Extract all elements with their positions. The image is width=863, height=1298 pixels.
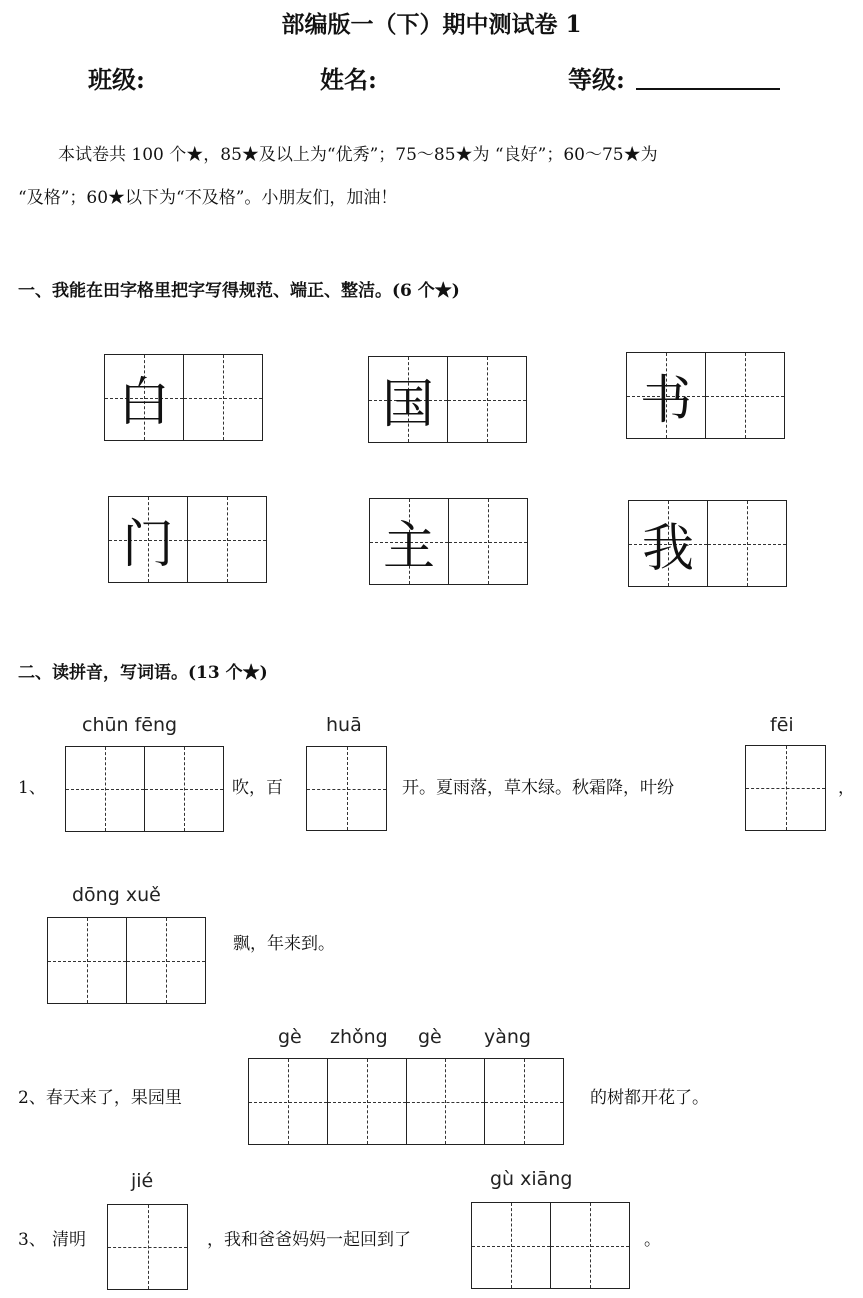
pinyin-jie: jié (131, 1170, 154, 1192)
model-character: 书 (639, 371, 692, 431)
writing-cell[interactable] (406, 1059, 485, 1144)
question-3-number: 3、 (18, 1230, 46, 1250)
answer-grid-fei[interactable] (745, 745, 826, 831)
answer-grid-hua[interactable] (306, 746, 387, 831)
pinyin-ge-2: gè (418, 1026, 442, 1048)
writing-cell[interactable] (448, 499, 527, 584)
model-character: 我 (641, 519, 694, 579)
grade-blank-line[interactable] (636, 88, 780, 90)
practice-grid-shu[interactable] (626, 352, 785, 439)
practice-grid-wo[interactable] (628, 500, 787, 587)
writing-cell[interactable] (108, 1205, 187, 1289)
q1-text-a: 吹，百 (232, 778, 283, 798)
practice-grid-men[interactable] (108, 496, 267, 583)
writing-cell[interactable] (707, 501, 786, 586)
writing-cell[interactable] (484, 1059, 563, 1144)
section2-heading: 二、读拼音，写词语。(13 个★) (18, 663, 268, 683)
answer-grid-gezhonggeyang[interactable] (248, 1058, 564, 1145)
q2-text-a: 2、春天来了，果园里 (18, 1088, 182, 1108)
practice-grid-bai[interactable] (104, 354, 263, 441)
pinyin-chunfeng: chūn fēng (82, 714, 178, 736)
model-character: 主 (382, 517, 435, 577)
writing-cell[interactable] (705, 353, 784, 438)
practice-grid-zhu[interactable] (369, 498, 528, 585)
writing-cell[interactable] (249, 1059, 327, 1144)
writing-cell[interactable] (550, 1203, 629, 1288)
model-character: 门 (121, 515, 174, 575)
writing-cell[interactable] (187, 497, 266, 582)
writing-cell[interactable] (746, 746, 825, 830)
writing-cell[interactable] (447, 357, 526, 442)
pinyin-yang: yàng (484, 1026, 531, 1048)
answer-grid-guxiang[interactable] (471, 1202, 630, 1289)
pinyin-fei: fēi (770, 714, 794, 736)
answer-grid-jie[interactable] (107, 1204, 188, 1290)
model-character: 白 (117, 373, 170, 433)
pinyin-guxiang: gù xiāng (490, 1168, 573, 1190)
page-title: 部编版一（下）期中测试卷 1 (281, 11, 582, 38)
class-label: 班级: (88, 65, 145, 94)
model-character: 国 (381, 375, 434, 435)
writing-cell[interactable] (307, 747, 386, 830)
q3-text-b: ，我和爸爸妈妈一起回到了 (207, 1230, 411, 1250)
grade-label: 等级: (568, 65, 625, 94)
writing-cell[interactable] (144, 747, 223, 831)
writing-cell[interactable] (472, 1203, 550, 1288)
writing-cell[interactable] (48, 918, 126, 1003)
pinyin-ge-1: gè (278, 1026, 302, 1048)
pinyin-zhong: zhǒng (330, 1026, 388, 1048)
section1-heading: 一、我能在田字格里把字写得规范、端正、整洁。(6 个★) (18, 281, 460, 301)
answer-grid-chunfeng[interactable] (65, 746, 224, 832)
q1-text-c: ， (838, 778, 855, 798)
name-label: 姓名: (320, 65, 377, 94)
intro-line-1: 本试卷共 100 个★，85★及以上为“优秀”；75～85★为 “良好”；60～75★为 (58, 145, 658, 165)
writing-cell[interactable] (327, 1059, 406, 1144)
q1-text-b: 开。夏雨落，草木绿。秋霜降，叶纷 (402, 778, 674, 798)
q2-text-b: 的树都开花了。 (590, 1088, 709, 1108)
q3-text-c: 。 (644, 1230, 661, 1250)
practice-grid-guo[interactable] (368, 356, 527, 443)
q1-text-d: 飘，年来到。 (233, 934, 335, 954)
intro-line-2: “及格”；60★以下为“不及格”。小朋友们，加油！ (18, 188, 398, 208)
writing-cell[interactable] (66, 747, 144, 831)
pinyin-hua: huā (326, 714, 362, 736)
q3-text-a: 清明 (52, 1230, 86, 1250)
pinyin-dongxue: dōng xuě (72, 884, 161, 906)
writing-cell[interactable] (126, 918, 205, 1003)
question-1-number: 1、 (18, 778, 46, 798)
writing-cell[interactable] (183, 355, 262, 440)
answer-grid-dongxue[interactable] (47, 917, 206, 1004)
